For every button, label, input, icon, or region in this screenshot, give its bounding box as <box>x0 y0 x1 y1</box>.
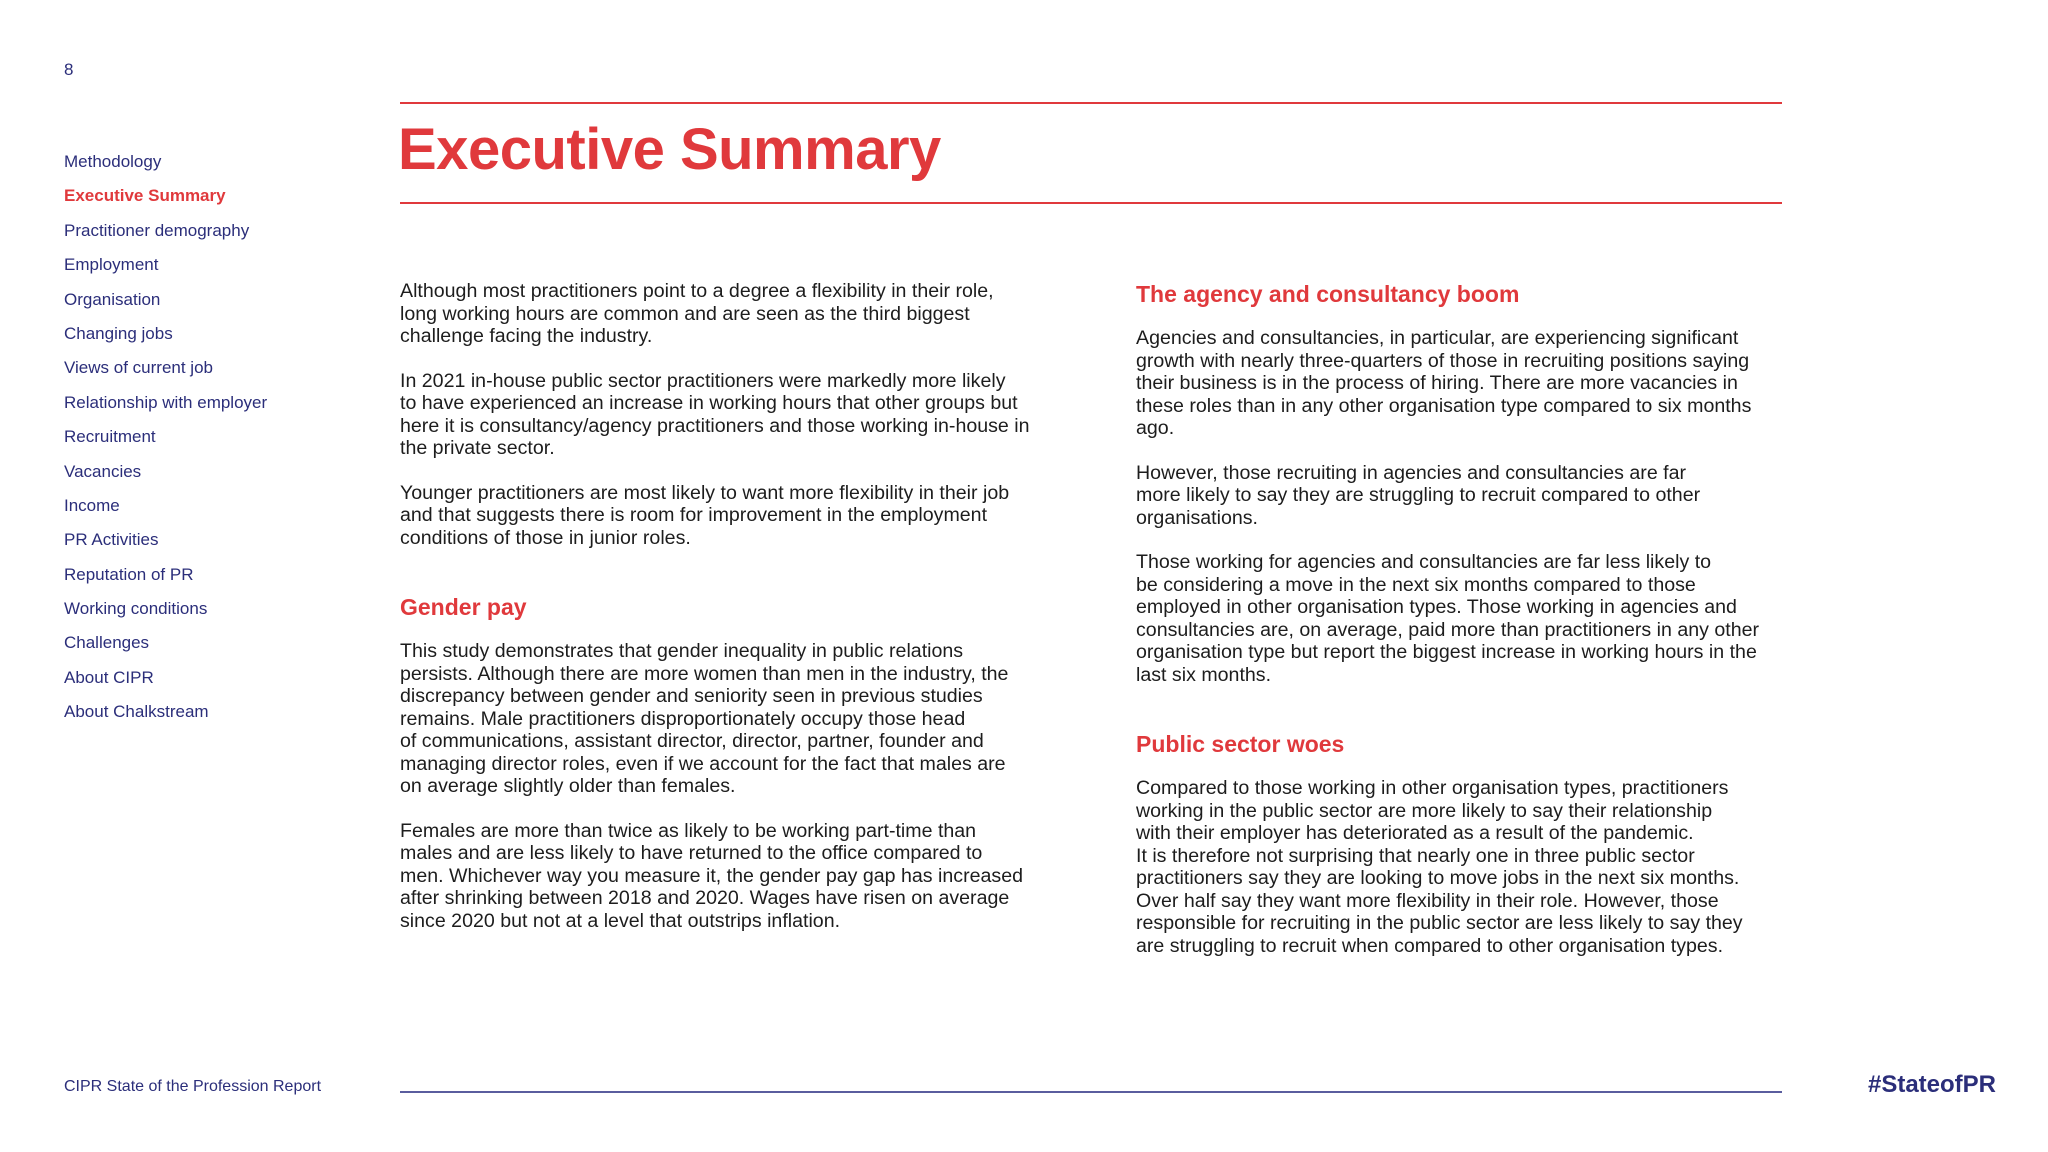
sidebar-item-about-cipr[interactable]: About CIPR <box>64 667 154 687</box>
sidebar-item-pr-activities[interactable]: PR Activities <box>64 530 159 550</box>
sidebar-item-employment[interactable]: Employment <box>64 255 159 275</box>
agency-paragraph-2: However, those recruiting in agencies and consultancies are far more likely to say they are struggling to recruit compared to other organisations. <box>1136 461 1701 529</box>
hashtag: #StateofPR <box>1867 1071 1996 1098</box>
intro-paragraph-3: Younger practitioners are most likely to want more flexibility in their job and that suggests there is room for improvement in the employment conditions of those in junior roles. <box>400 481 1010 549</box>
right-column <box>1136 280 1796 957</box>
page-title: Executive Summary <box>398 117 941 182</box>
intro-paragraph-2: In 2021 in-house public sector practitioners were markedly more likely to have experienced an increase in working hours that other groups but here it is consultancy/agency practitioners and those working in-house in the private sector. <box>400 369 1030 459</box>
agency-paragraph-3: Those working for agencies and consultancies are far less likely to be considering a move in the next six months compared to those employed in other organisation types. Those working in agencies and consultancies are, on average, paid more than practitioners in any other organisation type but report the biggest increase in working hours in the last six months. <box>1136 551 1760 686</box>
sidebar-item-about-chalkstream[interactable]: About Chalkstream <box>64 702 209 722</box>
gender-pay-paragraph-2: Females are more than twice as likely to be working part-time than males and are less likely to have returned to the office compared to men. Whichever way you measure it, the gender pay gap has increased after shrinking between 2018 and 2020. Wages have risen on average since 2020 but not at a level that outstrips inflation. <box>400 819 1023 932</box>
public-sector-heading: Public sector woes <box>1136 731 1345 757</box>
public-sector-paragraph-1: Compared to those working in other organisation types, practitioners working in the public sector are more likely to say their relationship with their employer has deteriorated as a result of the pandemic. It is therefore not surprising that nearly one in three public sector practitioners say they are looking to move jobs in the next six months. Over half say they want more flexibility in their role. However, those responsible for recruiting in the public sector are less likely to say they are struggling to recruit when compared to other organisation types. <box>1136 777 1743 957</box>
page-number: 8 <box>64 60 74 79</box>
title-bottom-rule <box>400 202 1782 204</box>
sidebar-item-changing-jobs[interactable]: Changing jobs <box>64 323 173 343</box>
title-top-rule <box>400 102 1782 104</box>
sidebar-item-executive-summary[interactable]: Executive Summary <box>64 186 226 206</box>
sidebar-item-relationship-with-employer[interactable]: Relationship with employer <box>64 392 268 412</box>
sidebar-nav <box>64 145 354 730</box>
agency-paragraph-1: Agencies and consultancies, in particular, are experiencing significant growth with nearly three-quarters of those in recruiting positions saying their business is in the process of hiring. There are more vacancies in these roles than in any other organisation type compared to six months ago. <box>1136 327 1752 439</box>
sidebar-item-challenges[interactable]: Challenges <box>64 633 150 653</box>
footer-rule <box>400 1091 1782 1093</box>
sidebar-item-methodology[interactable]: Methodology <box>64 152 162 171</box>
sidebar-item-recruitment[interactable]: Recruitment <box>64 427 156 447</box>
sidebar-item-working-conditions[interactable]: Working conditions <box>64 599 208 619</box>
left-column <box>400 280 1060 932</box>
agency-boom-heading: The agency and consultancy boom <box>1136 281 1520 307</box>
sidebar-item-reputation-of-pr[interactable]: Reputation of PR <box>64 564 194 584</box>
gender-pay-paragraph-1: This study demonstrates that gender inequality in public relations persists. Although there are more women than men in the industry, the discrepancy between gender and seniority seen in previous studies remains. Male practitioners disproportionately occupy those head of communications, assistant director, director, partner, founder and managing director roles, even if we account for the fact that males are on average slightly older than females. <box>400 640 1009 797</box>
gender-pay-heading: Gender pay <box>400 594 527 620</box>
sidebar-item-organisation[interactable]: Organisation <box>64 289 161 309</box>
intro-paragraph-1: Although most practitioners point to a degree a flexibility in their role, long working hours are common and are seen as the third biggest challenge facing the industry. <box>400 280 994 347</box>
sidebar-item-practitioner-demography[interactable]: Practitioner demography <box>64 220 250 240</box>
sidebar-item-income[interactable]: Income <box>64 495 120 515</box>
sidebar-item-vacancies[interactable]: Vacancies <box>64 461 142 481</box>
report-name: CIPR State of the Profession Report <box>64 1078 322 1095</box>
sidebar-item-views-of-current-job[interactable]: Views of current job <box>64 358 213 378</box>
